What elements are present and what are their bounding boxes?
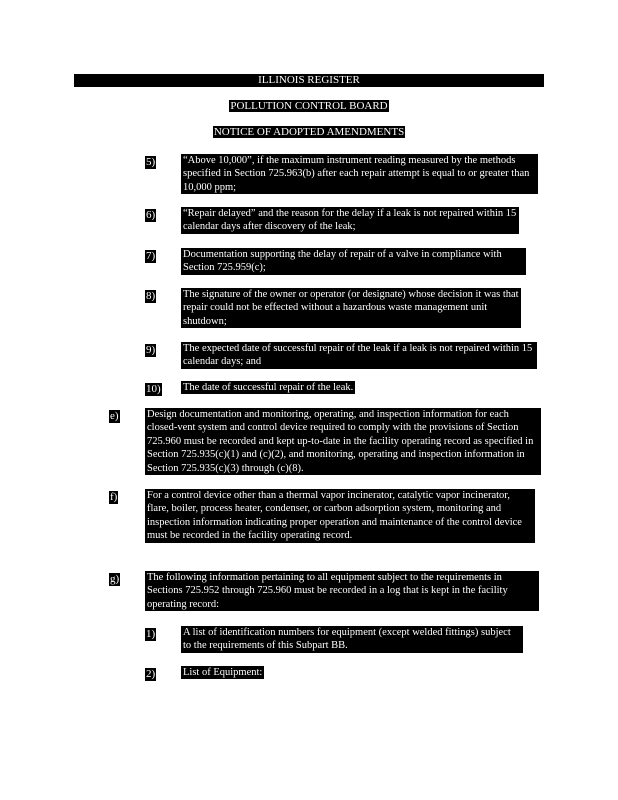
item-text: The expected date of successful repair of the leak if a leak is not repaired within 15 calendar days; and (181, 342, 537, 369)
subitem-number: 2) (146, 668, 156, 680)
register-title: ILLINOIS REGISTER (258, 74, 360, 86)
item-number: 5) (146, 156, 156, 168)
board-title: POLLUTION CONTROL BOARD (230, 100, 388, 112)
item-number: 9) (146, 344, 156, 356)
item-number: 7) (146, 250, 156, 262)
subitem-text: A list of identification numbers for equipment (except welded fittings) subject to the requirements of this Subpart BB. (181, 626, 523, 653)
subitem-text: List of Equipment: (183, 667, 263, 678)
item-text: The date of successful repair of the leak. (183, 382, 354, 393)
section-letter: f) (110, 491, 118, 503)
item-number: 10) (146, 383, 161, 395)
section-letter: g) (110, 573, 120, 585)
item-text: “Repair delayed” and the reason for the delay if a leak is not repaired within 15 calendar days after discovery of the leak; (181, 207, 519, 234)
section-text: The following information pertaining to all equipment subject to the requirements in Sections 725.952 through 725.960 must be recorded in a log that is kept in the facility operating record: (145, 571, 539, 611)
section-text: For a control device other than a thermal vapor incinerator, catalytic vapor incinerator, flare, boiler, process heater, condenser, or carbon adsorption system, monitoring and inspection information indicating proper operation and maintenance of the control device must be recorded in the facility operating record. (145, 489, 535, 543)
subitem-number: 1) (146, 628, 156, 640)
section-text: Design documentation and monitoring, operating, and inspection information for each closed-vent system and control device required to comply with the provisions of Section 725.960 must be recorded and kept up-to-date in the facility operating record as specified in Section 725.935(c)(1) and (c)(2), and monitoring, operating and inspection information in Section 725.935(c)(3) through (c)(8). (145, 408, 541, 475)
register-header-bar (74, 74, 544, 87)
section-letter: e) (110, 410, 119, 422)
item-text: Documentation supporting the delay of repair of a valve in compliance with Section 725.959(c); (181, 248, 526, 275)
notice-title: NOTICE OF ADOPTED AMENDMENTS (213, 126, 405, 138)
item-text: “Above 10,000”, if the maximum instrument reading measured by the methods specified in Section 725.963(b) after each repair attempt is equal to or greater than 10,000 ppm; (181, 154, 538, 194)
item-number: 6) (146, 209, 156, 221)
item-text: The signature of the owner or operator (or designate) whose decision it was that repair could not be effected without a hazardous waste management unit shutdown; (181, 288, 521, 328)
item-number: 8) (146, 290, 156, 302)
